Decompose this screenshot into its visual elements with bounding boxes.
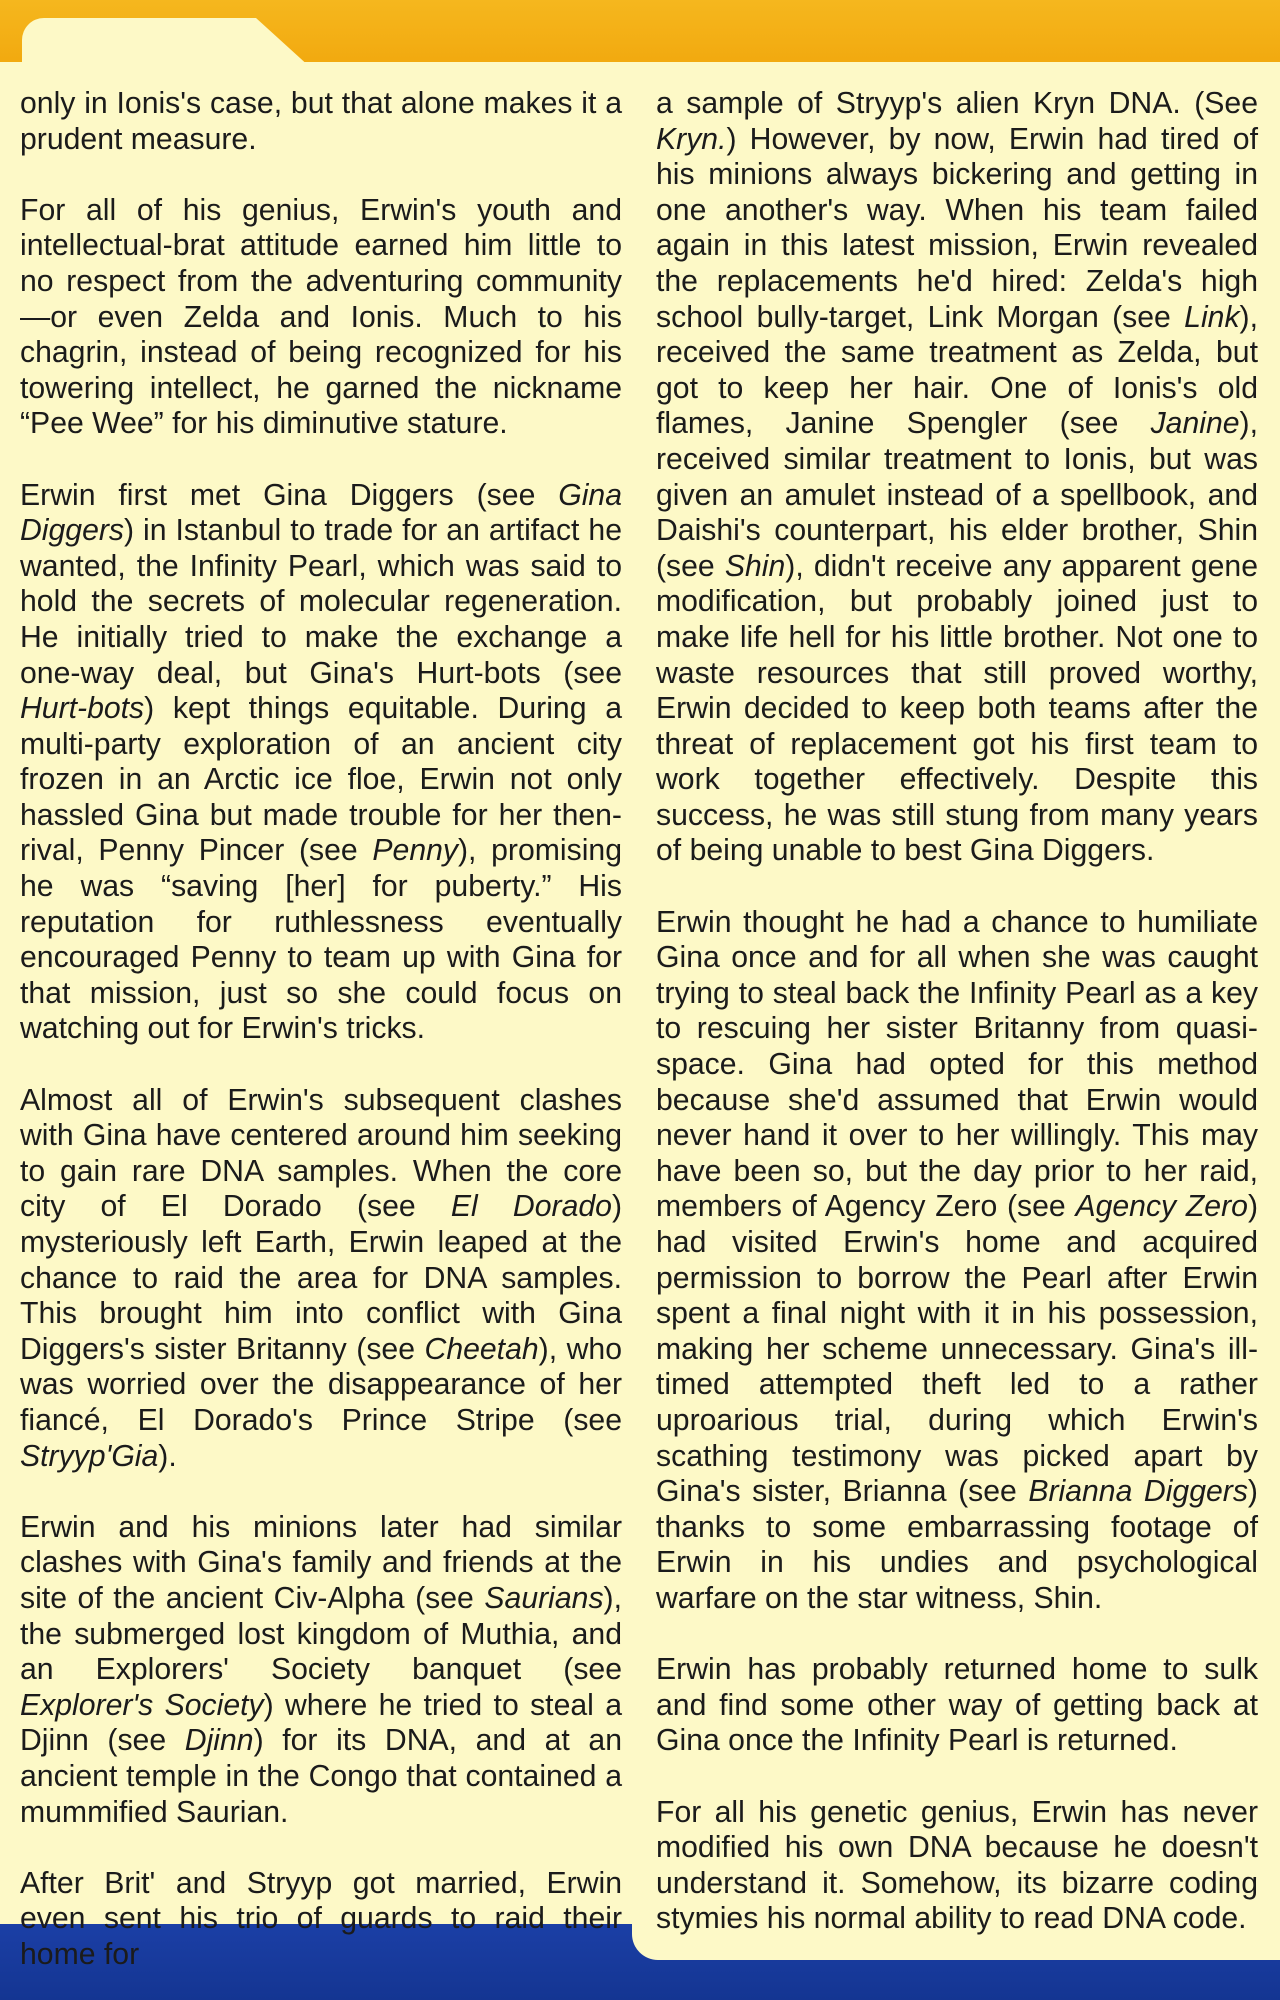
left-paragraph-4 <box>20 1083 622 1475</box>
cross-reference: Cheetah <box>424 1332 539 1366</box>
text-run: Erwin has probably returned home to sulk and find some other way of getting back at Gina once the Infinity Pearl is returned. <box>656 1653 1258 1758</box>
cross-reference: Link <box>1184 300 1240 334</box>
text-run: ), didn't receive any apparent gene modification, but probably joined just to make life hell for his little brother. Not one to waste resources that still proved worthy, Erwin decided to keep both teams after the threat of replacement got his first team to work together effectively. Despite this success, he was still stung from many years of being unable to best Gina Diggers. <box>656 549 1258 868</box>
cross-reference: Djinn <box>184 1724 254 1758</box>
text-run: ), received similar treatment to Ionis, but was given an amulet instead of a spellbook, and Daishi's counterpart, his elder brother, Shin (see <box>656 407 1258 583</box>
text-run: ) where he tried to steal a Djinn (see <box>20 1688 622 1758</box>
cross-reference: Agency Zero <box>1075 1190 1248 1224</box>
text-run: ), the submerged lost kingdom of Muthia, and an Explorers' Society banquet (see <box>20 1581 622 1687</box>
cross-reference: Penny <box>372 834 458 868</box>
text-run: ), received the same treatment as Zelda, but got to keep her hair. One of Ionis's old flames, Janine Spengler (see <box>656 300 1258 441</box>
right-paragraph-2 <box>656 905 1258 1617</box>
text-run: ). <box>158 1439 177 1473</box>
text-run: a sample of Stryyp's alien Kryn DNA. (See <box>656 87 1258 120</box>
cross-reference: Janine <box>1150 407 1240 441</box>
cross-reference: Gina Diggers <box>20 478 622 548</box>
text-run: only in Ionis's case, but that alone makes it a prudent measure. <box>20 87 622 156</box>
cross-reference: Brianna Diggers <box>1028 1475 1248 1509</box>
left-paragraph-5 <box>20 1510 622 1830</box>
text-run: ) kept things equitable. During a multi-party exploration of an ancient city frozen in an Arctic ice floe, Erwin not only hassled Gina but made trouble for her then-rival, Penny Pincer (see <box>20 692 622 868</box>
text-run: ) thanks to some embarrassing footage of Erwin in his undies and psychological warfare on the star witness, Shin. <box>656 1475 1258 1615</box>
right-paragraph-1 <box>656 86 1258 869</box>
text-run: ), who was worried over the disappearance of her fiancé, El Dorado's Prince Stripe (see <box>20 1332 622 1437</box>
cross-reference: Stryyp'Gia <box>20 1439 159 1473</box>
cross-reference: Saurians <box>484 1581 604 1615</box>
text-run: After Brit' and Stryyp got married, Erwin even sent his trio of guards to raid their home for <box>20 1866 622 1971</box>
text-run: ) mysteriously left Earth, Erwin leaped at the chance to raid the area for DNA samples. This brought him into conflict with Gina Diggers's sister Britanny (see <box>20 1190 622 1366</box>
left-column <box>20 86 622 1972</box>
text-run: Erwin thought he had a chance to humiliate Gina once and for all when she was caught trying to steal back the Infinity Pearl as a key to rescuing her sister Britanny from quasi-space. Gina had opted for this method because she'd assumed that Erwin would never hand it over to her willingly. This may have been so, but the day prior to her raid, members of Agency Zero (see <box>656 905 1258 1224</box>
text-run: Almost all of Erwin's subsequent clashes with Gina have centered around him seeking to gain rare DNA samples. When the core city of El Dorado (see <box>20 1083 622 1224</box>
left-paragraph-2 <box>20 193 622 442</box>
text-run: For all of his genius, Erwin's youth and intellectual-brat attitude earned him little to no respect from the adventuring community—or even Zelda and Ionis. Much to his chagrin, instead of being recognized for his towering intellect, he garned the nickname “Pee Wee” for his diminutive stature. <box>20 193 622 441</box>
left-paragraph-1 <box>20 86 622 157</box>
right-column <box>656 86 1258 1937</box>
text-run: ) However, by now, Erwin had tired of his minions always bickering and getting in one another's way. When his team failed again in this latest mission, Erwin revealed the replacements he'd hired: Zelda's high school bully-target, Link Morgan (see <box>656 122 1258 334</box>
text-run: For all his genetic genius, Erwin has never modified his own DNA because he doesn't understand it. Somehow, its bizarre coding stymies his normal ability to read DNA code. <box>656 1795 1258 1936</box>
cross-reference: El Dorado <box>450 1190 612 1224</box>
cross-reference: Hurt-bots <box>20 692 145 726</box>
cross-reference: Explorer's Society <box>20 1688 264 1722</box>
cross-reference: Kryn. <box>656 122 727 156</box>
right-paragraph-3 <box>656 1652 1258 1759</box>
text-run: ), promising he was “saving [her] for puberty.” His reputation for ruthlessness eventually encouraged Penny to team up with Gina for that mission, just so she could focus on watching out for Erwin's tricks. <box>20 834 622 1046</box>
text-run: ) in Istanbul to trade for an artifact he wanted, the Infinity Pearl, which was said to hold the secrets of molecular regeneration. He initially tried to make the exchange a one-way deal, but Gina's Hurt-bots (see <box>20 514 622 690</box>
text-run: Erwin and his minions later had similar clashes with Gina's family and friends at the site of the ancient Civ-Alpha (see <box>20 1510 622 1615</box>
left-paragraph-6 <box>20 1866 622 1973</box>
text-run: ) had visited Erwin's home and acquired permission to borrow the Pearl after Erwin spent a final night with it in his possession, making her scheme unnecessary. Gina's ill-timed attempted theft led to a rather uproarious trial, during which Erwin's scathing testimony was picked apart by Gina's sister, Brianna (see <box>656 1190 1259 1509</box>
text-run: ) for its DNA, and at an ancient temple in the Congo that contained a mummified Saurian. <box>20 1724 622 1829</box>
left-paragraph-3 <box>20 478 622 1048</box>
right-paragraph-4 <box>656 1795 1258 1937</box>
text-run: Erwin first met Gina Diggers (see <box>20 478 559 512</box>
cross-reference: Shin <box>724 549 786 583</box>
